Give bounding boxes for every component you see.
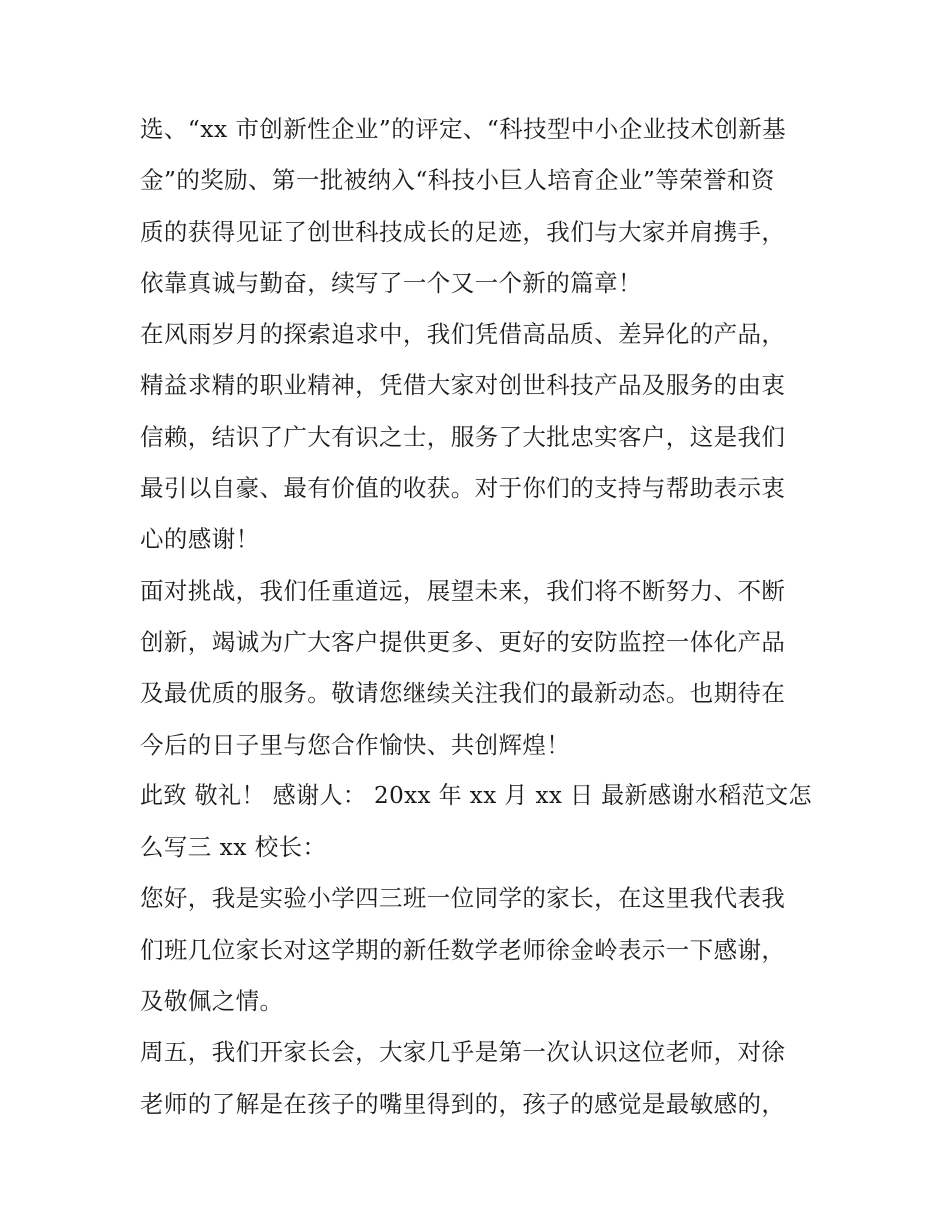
text-line: 创新，竭诚为广大客户提供更多、更好的安防监控一体化产品 bbox=[140, 627, 786, 656]
text-line: 们班几位家长对这学期的新任数学老师徐金岭表示一下感谢， bbox=[140, 935, 786, 964]
text-line: 此致 敬礼！ 感谢人： 20xx 年 xx 月 xx 日 最新感谢水稻范文怎 bbox=[140, 782, 812, 809]
text-line: 及敬佩之情。 bbox=[140, 987, 284, 1016]
text-line: 今后的日子里与您合作愉快、共创辉煌！ bbox=[140, 730, 571, 759]
text-line: 依靠真诚与勤奋，续写了一个又一个新的篇章！ bbox=[140, 268, 642, 297]
text-line: 么写三 xx 校长： bbox=[140, 833, 327, 862]
paragraph-meeting bbox=[140, 1027, 815, 1130]
document-body bbox=[140, 104, 815, 1130]
text-line: 质的获得见证了创世科技成长的足迹，我们与大家并肩携手， bbox=[140, 217, 786, 246]
text-line: 选、“xx 市创新性企业”的评定、“科技型中小企业技术创新基 bbox=[140, 115, 787, 143]
text-line: 金”的奖励、第一批被纳入“科技小巨人培育企业”等荣誉和资 bbox=[140, 166, 775, 195]
text-line: 心的感谢！ bbox=[140, 525, 260, 554]
text-line: 周五，我们开家长会，大家几乎是第一次认识这位老师，对徐 bbox=[140, 1038, 786, 1067]
text-line: 在风雨岁月的探索追求中，我们凭借高品质、差异化的产品， bbox=[140, 320, 786, 349]
paragraph-gratitude bbox=[140, 309, 815, 565]
paragraph-greeting bbox=[140, 873, 815, 1027]
text-line: 精益求精的职业精神，凭借大家对创世科技产品及服务的由衷 bbox=[140, 371, 786, 400]
text-line: 老师的了解是在孩子的嘴里得到的，孩子的感觉是最敏感的， bbox=[140, 1089, 786, 1118]
text-line: 面对挑战，我们任重道远，展望未来，我们将不断努力、不断 bbox=[140, 576, 786, 605]
text-line: 您好，我是实验小学四三班一位同学的家长，在这里我代表我 bbox=[140, 884, 786, 913]
paragraph-future bbox=[140, 566, 815, 771]
paragraph-closing bbox=[140, 771, 815, 874]
text-line: 及最优质的服务。敬请您继续关注我们的最新动态。也期待在 bbox=[140, 679, 786, 708]
paragraph-honors bbox=[140, 104, 815, 309]
text-line: 最引以自豪、最有价值的收获。对于你们的支持与帮助表示衷 bbox=[140, 474, 786, 503]
text-line: 信赖，结识了广大有识之士，服务了大批忠实客户，这是我们 bbox=[140, 422, 786, 451]
